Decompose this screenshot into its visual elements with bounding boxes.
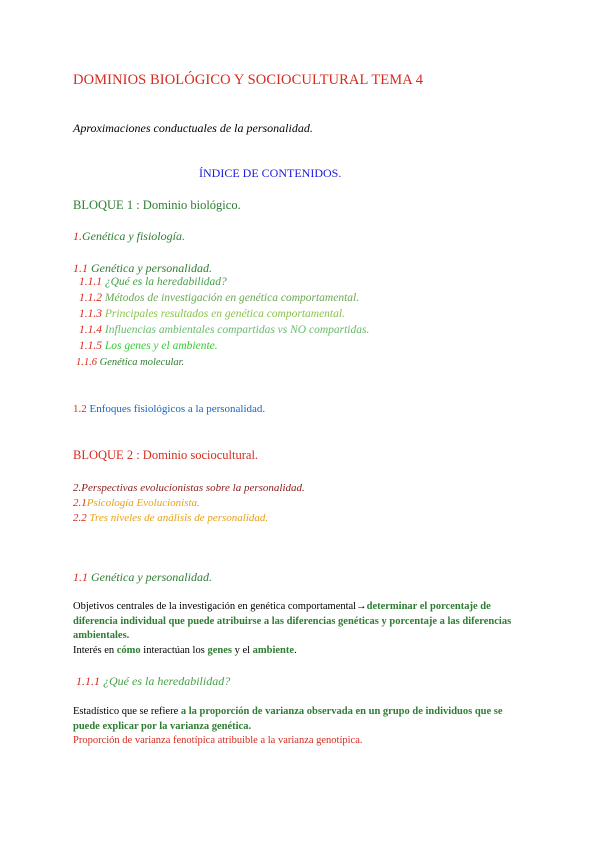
paragraph-text: Estadístico que se refiere: [73, 706, 181, 717]
content-heading-1-1-1: [76, 674, 230, 689]
paragraph-interest: [73, 644, 528, 659]
section-number: 2.2: [73, 512, 87, 524]
section-2: 2.Perspectivas evolucionistas sobre la personalidad.: [73, 482, 305, 494]
item-title: Principales resultados en genética comportamental.: [102, 308, 345, 320]
arrow-icon: →: [356, 601, 367, 612]
text-run: Interés en: [73, 645, 117, 656]
toc-item-1-1-2: [79, 292, 359, 304]
item-number: 1.1.3: [79, 308, 102, 320]
section-title: Genética y personalidad.: [88, 570, 212, 584]
section-2-2: [73, 512, 268, 524]
item-title: Influencias ambientales compartidas vs NO compartidas.: [102, 324, 370, 336]
section-title: Genética y fisiología.: [82, 229, 185, 243]
paragraph-highlight: determinar el porcentaje de diferencia individual que puede atribuirse a las diferencias genéticas y porcentaje a las diferencias ambientales.: [73, 601, 512, 641]
text-run: y el: [231, 645, 253, 656]
item-number: 1.1.4: [79, 324, 102, 336]
item-number: 1.1.1: [79, 276, 102, 288]
section-number: 1.1: [73, 570, 88, 584]
section-1-1: [73, 261, 212, 276]
item-number: 1.1.5: [79, 340, 102, 352]
item-title: Métodos de investigación en genética comportamental.: [102, 292, 360, 304]
highlight-genes: genes: [207, 645, 232, 656]
toc-item-1-1-4: [79, 324, 369, 336]
section-1-2: [73, 403, 265, 415]
toc-item-1-1-6: [76, 357, 184, 368]
section-title: Genética y personalidad.: [88, 261, 212, 275]
document-subtitle: Aproximaciones conductuales de la personalidad.: [73, 121, 313, 135]
item-title: Genética molecular.: [97, 357, 185, 368]
section-1: [73, 229, 185, 244]
paragraph-text: Objetivos centrales de la investigación en genética comportamental: [73, 601, 357, 612]
index-heading: ÍNDICE DE CONTENIDOS.: [199, 166, 342, 180]
block-1-heading: BLOQUE 1 : Dominio biológico.: [73, 198, 241, 212]
highlight-como: cómo: [116, 645, 141, 656]
text-run: .: [294, 645, 297, 656]
section-number: 1.: [73, 229, 82, 243]
section-title: Psicología Evolucionista.: [86, 497, 200, 509]
section-2-1: [73, 497, 200, 509]
content-heading-1-1: [73, 570, 212, 585]
paragraph-highlight: a la proporción de varianza observada en un grupo de individuos que se puede explicar por la varianza genética.: [73, 706, 503, 732]
section-title: ¿Qué es la heredabilidad?: [100, 674, 231, 688]
item-title: Los genes y el ambiente.: [102, 340, 218, 352]
section-number: 1.2: [73, 403, 87, 415]
section-number: 2.1: [73, 497, 87, 509]
item-title: ¿Qué es la heredabilidad?: [102, 276, 227, 288]
item-number: 1.1.6: [76, 357, 97, 368]
block-2-heading: BLOQUE 2 : Dominio sociocultural.: [73, 448, 259, 462]
highlight-ambiente: ambiente: [252, 645, 295, 656]
toc-item-1-1-1: [79, 276, 227, 288]
paragraph-heritability-definition: [73, 705, 528, 734]
section-title: Tres niveles de análisis de personalidad.: [86, 512, 269, 524]
toc-item-1-1-3: [79, 308, 345, 320]
document-title: DOMINIOS BIOLÓGICO Y SOCIOCULTURAL TEMA 4: [73, 72, 424, 88]
paragraph-objectives: [73, 600, 528, 644]
section-title: Enfoques fisiológicos a la personalidad.: [86, 403, 266, 415]
item-number: 1.1.2: [79, 292, 102, 304]
section-number: 1.1: [73, 261, 88, 275]
text-run: interactúan los: [140, 645, 208, 656]
paragraph-phenotypic-variance: Proporción de varianza fenotípica atribuible a la varianza genotípica.: [73, 735, 363, 746]
toc-item-1-1-5: [79, 340, 218, 352]
section-number: 1.1.1: [76, 674, 100, 688]
